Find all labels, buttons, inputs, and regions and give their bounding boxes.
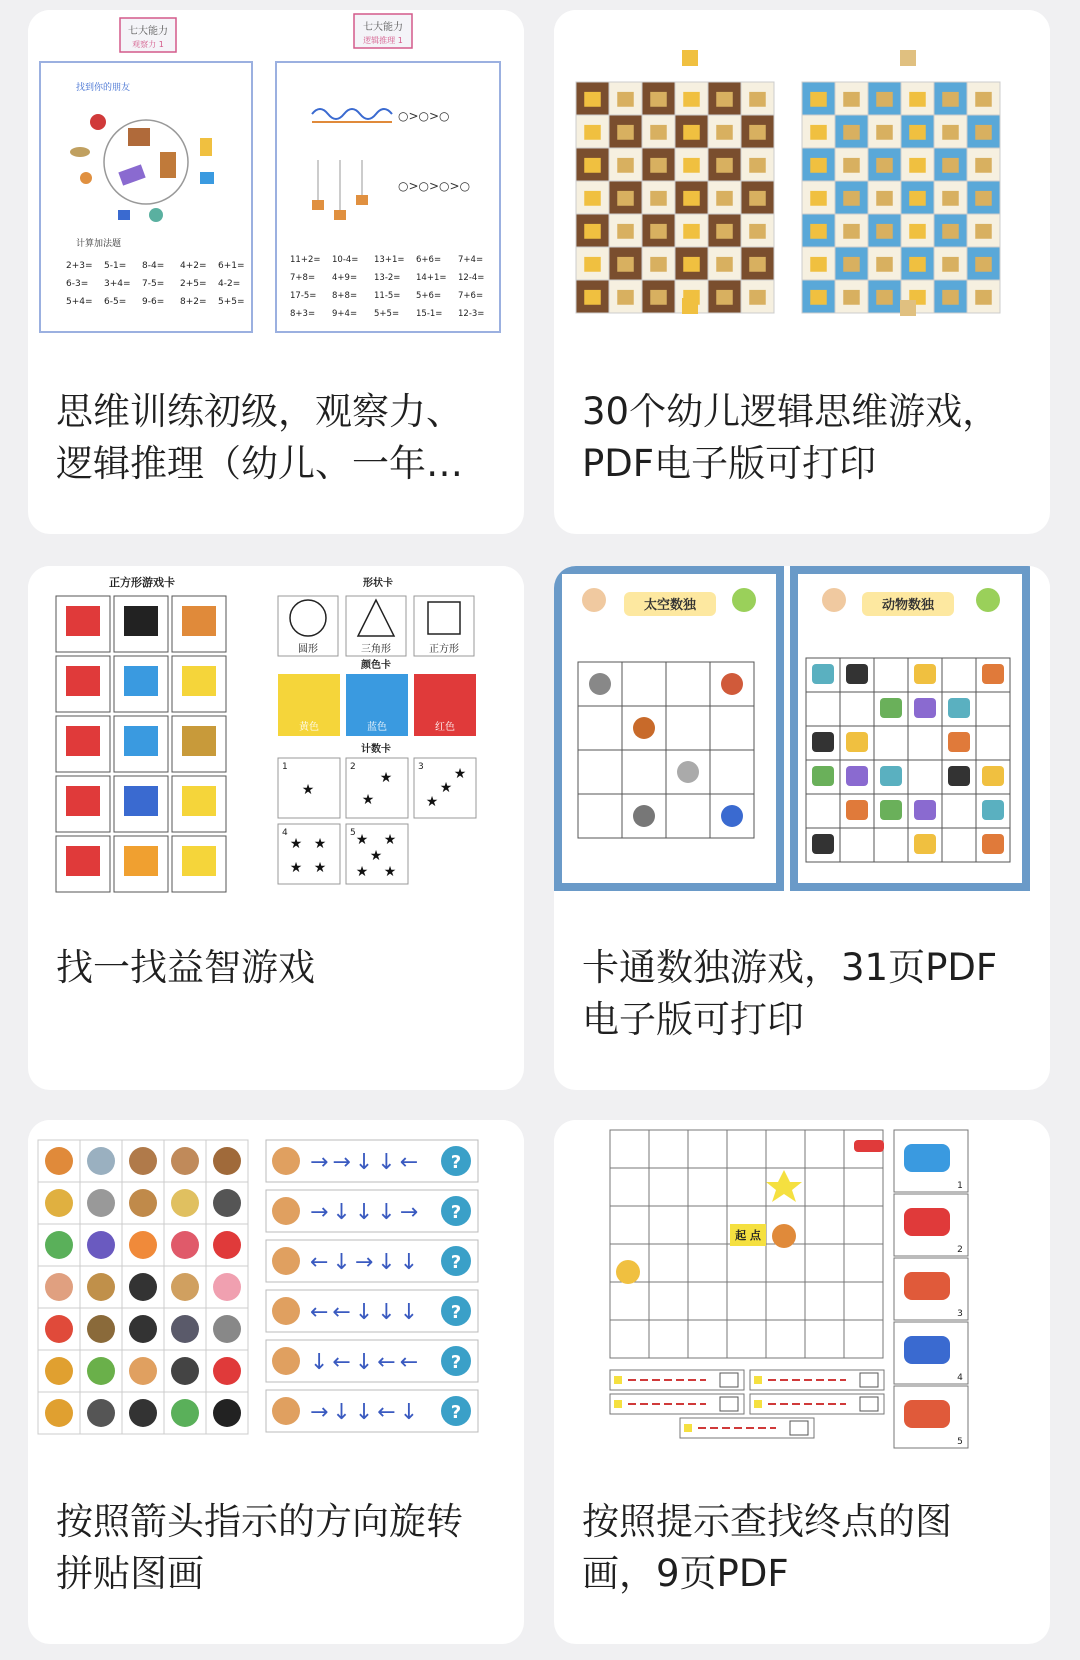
crown-icon [749, 257, 766, 272]
hint-marker [754, 1376, 762, 1384]
crown-icon [975, 290, 992, 305]
arrow-sequence: →↓↓←↓ [310, 1400, 423, 1425]
math-problem: 7+6= [458, 291, 484, 301]
crown-icon [942, 257, 959, 272]
crown-icon [975, 125, 992, 140]
shape-label: 三角形 [361, 644, 391, 655]
star-icon: ★ [289, 860, 303, 876]
card-title: 思维训练初级，观察力、逻辑推理（幼儿、一年… [56, 390, 463, 485]
crown-icon [716, 191, 733, 206]
right-sheet-sub: 逻辑推理 1 [363, 36, 403, 45]
vehicle-icon [904, 1336, 950, 1364]
question-mark: ? [450, 1252, 462, 1273]
star-icon: ★ [355, 864, 369, 880]
crown-icon [975, 191, 992, 206]
animal-icon [982, 766, 1004, 786]
star-icon: ★ [289, 836, 303, 852]
space-icon [721, 805, 743, 827]
math-problem: 7+4= [458, 255, 484, 265]
crown-icon [617, 92, 634, 107]
shape-card-header: 形状卡 [363, 578, 393, 589]
math-problem: 7+8= [290, 273, 316, 283]
crown-icon [909, 191, 926, 206]
math-problem: 3+4= [104, 279, 131, 289]
crown-icon [810, 257, 827, 272]
card-thumbnail [554, 1120, 1050, 1460]
arrow-sequence: ←↓→↓↓ [310, 1250, 423, 1275]
right-sheet-header: 七大能力 [363, 22, 403, 33]
crown-icon [650, 224, 667, 239]
math-problem: 11+2= [290, 255, 321, 265]
side-number: 4 [957, 1373, 963, 1383]
crown-icon [749, 191, 766, 206]
animal-icon [171, 1273, 199, 1301]
section-label: 计算加法题 [76, 239, 122, 249]
side-number: 1 [957, 1181, 963, 1191]
math-problem: 14+1= [416, 273, 447, 283]
star-icon: ★ [383, 864, 397, 880]
crown-icon [584, 92, 601, 107]
crown-icon [843, 224, 860, 239]
crown-icon [584, 257, 601, 272]
crown-icon [810, 191, 827, 206]
crown-icon [876, 125, 893, 140]
animal-icon [87, 1273, 115, 1301]
space-sudoku-header: 太空数独 [643, 598, 697, 613]
animal-icon [171, 1147, 199, 1175]
crown-icon [909, 158, 926, 173]
card-icon [66, 726, 100, 756]
crown-icon [876, 158, 893, 173]
math-problem: 15-1= [416, 309, 443, 319]
animal-icon [45, 1273, 73, 1301]
card-logic-games[interactable] [554, 10, 1050, 534]
card-icon [124, 726, 158, 756]
animal-icon [45, 1357, 73, 1385]
card-title: 按照箭头指示的方向旋转拼贴图画 [56, 1500, 463, 1595]
crown-icon [810, 158, 827, 173]
crown-icon [975, 92, 992, 107]
math-problem: 5+5= [218, 297, 245, 307]
animal-icon [45, 1315, 73, 1343]
crown-icon [683, 92, 700, 107]
space-icon [721, 673, 743, 695]
answer-box [720, 1373, 738, 1387]
space-icon [677, 761, 699, 783]
crown-icon [942, 92, 959, 107]
compare-row: ○>○>○ [398, 109, 450, 123]
card-icon [66, 666, 100, 696]
card-title: 卡通数独游戏，31页PDF电子版可打印 [582, 946, 998, 1041]
animal-icon [171, 1399, 199, 1427]
color-label: 蓝色 [367, 722, 387, 733]
animal-icon [914, 664, 936, 684]
arrow-sequence: →↓↓↓→ [310, 1200, 423, 1225]
card-icon [182, 786, 216, 816]
card-thumbnail [28, 566, 524, 906]
animal-icon [914, 698, 936, 718]
animal-icon [812, 834, 834, 854]
crown-icon [650, 191, 667, 206]
animal-icon [812, 732, 834, 752]
animal-icon [129, 1315, 157, 1343]
star-icon: ★ [355, 832, 369, 848]
crown-icon [975, 224, 992, 239]
animal-icon [812, 766, 834, 786]
animal-icon [914, 834, 936, 854]
vehicle-icon [904, 1400, 950, 1428]
math-problem: 5+5= [374, 309, 400, 319]
hint-marker [614, 1376, 622, 1384]
card-icon [66, 846, 100, 876]
answer-box [790, 1421, 808, 1435]
crown-icon [975, 158, 992, 173]
animal-icon [272, 1247, 300, 1275]
arrow-sequence: →→↓↓← [310, 1150, 423, 1175]
answer-box [860, 1397, 878, 1411]
animal-icon [171, 1315, 199, 1343]
count-number: 4 [282, 828, 288, 838]
crown-icon [843, 290, 860, 305]
start-label: 起 点 [735, 1229, 761, 1242]
crown-icon [843, 92, 860, 107]
hint-marker [754, 1400, 762, 1408]
animal-icon [880, 800, 902, 820]
crown-icon [843, 257, 860, 272]
math-problem: 9+4= [332, 309, 358, 319]
animal-icon [129, 1399, 157, 1427]
card-thumbnail [554, 10, 1050, 350]
math-problem: 6-5= [104, 297, 127, 307]
count-card-header: 计数卡 [361, 744, 391, 755]
side-number: 5 [957, 1437, 963, 1447]
star-icon: ★ [301, 782, 315, 798]
animal-icon [880, 766, 902, 786]
count-number: 5 [350, 828, 356, 838]
crown-icon [617, 257, 634, 272]
section-label: 找到你的朋友 [76, 83, 131, 93]
card-icon [124, 846, 158, 876]
animal-icon [45, 1147, 73, 1175]
animal-icon [129, 1189, 157, 1217]
crown-icon [942, 158, 959, 173]
animal-icon [45, 1399, 73, 1427]
crown-icon [716, 158, 733, 173]
animal-icon [272, 1147, 300, 1175]
star-icon: ★ [313, 860, 327, 876]
crown-icon [617, 125, 634, 140]
card-find-puzzle[interactable] [28, 566, 524, 1090]
crown-icon [617, 224, 634, 239]
card-thumbnail [28, 1120, 524, 1460]
card-title: 按照提示查找终点的图画，9页PDF [582, 1500, 952, 1595]
animal-icon [129, 1147, 157, 1175]
question-mark: ? [450, 1402, 462, 1423]
crown-icon [716, 125, 733, 140]
animal-icon [213, 1315, 241, 1343]
star-icon: ★ [383, 832, 397, 848]
card-find-endpoint[interactable] [554, 1120, 1050, 1644]
animal-icon [948, 766, 970, 786]
question-mark: ? [450, 1352, 462, 1373]
crown-icon [617, 191, 634, 206]
hint-marker [684, 1424, 692, 1432]
card-icon [182, 606, 216, 636]
crown-icon [716, 92, 733, 107]
animal-icon [982, 834, 1004, 854]
animal-icon [914, 800, 936, 820]
crown-icon [876, 257, 893, 272]
animal-icon [213, 1273, 241, 1301]
math-problem: 12-3= [458, 309, 485, 319]
animal-icon [213, 1189, 241, 1217]
math-problem: 8+8= [332, 291, 358, 301]
animal-icon [129, 1357, 157, 1385]
star-icon: ★ [453, 766, 467, 782]
card-icon [182, 666, 216, 696]
crown-icon [584, 125, 601, 140]
math-problem: 4+2= [180, 261, 207, 271]
math-problem: 8+2= [180, 297, 207, 307]
crown-icon [749, 158, 766, 173]
crown-icon [683, 224, 700, 239]
left-sheet-sub: 观察力 1 [132, 40, 164, 49]
crown-icon [584, 158, 601, 173]
crown-icon [810, 125, 827, 140]
crown-icon [617, 158, 634, 173]
vehicle-icon [904, 1208, 950, 1236]
crown-icon [749, 92, 766, 107]
crown-icon [716, 290, 733, 305]
vehicle-icon [904, 1272, 950, 1300]
card-thinking-training[interactable] [28, 10, 524, 534]
card-icon [182, 726, 216, 756]
compare-row: ○>○>○>○ [398, 179, 471, 193]
crown-icon [584, 290, 601, 305]
star-icon: ★ [425, 794, 439, 810]
star-icon: ★ [313, 836, 327, 852]
crown-icon [683, 257, 700, 272]
crown-icon [716, 224, 733, 239]
animal-icon [213, 1147, 241, 1175]
crown-icon [942, 290, 959, 305]
animal-icon [171, 1357, 199, 1385]
math-problem: 5+6= [416, 291, 442, 301]
animal-icon [87, 1399, 115, 1427]
animal-icon [846, 800, 868, 820]
crown-icon [749, 125, 766, 140]
color-label: 红色 [435, 722, 455, 733]
animal-icon [982, 800, 1004, 820]
side-number: 2 [957, 1245, 963, 1255]
animal-icon [87, 1357, 115, 1385]
math-problem: 4+9= [332, 273, 358, 283]
animal-icon [272, 1397, 300, 1425]
space-icon [589, 673, 611, 695]
math-problem: 6+1= [218, 261, 245, 271]
animal-icon [846, 664, 868, 684]
card-arrow-rotation[interactable] [28, 1120, 524, 1644]
crown-icon [810, 92, 827, 107]
math-problem: 9-6= [142, 297, 165, 307]
crown-icon [683, 191, 700, 206]
animal-icon [129, 1273, 157, 1301]
math-problem: 13-2= [374, 273, 401, 283]
card-icon [182, 846, 216, 876]
animal-icon [213, 1357, 241, 1385]
math-problem: 2+5= [180, 279, 207, 289]
math-problem: 17-5= [290, 291, 317, 301]
crown-icon [942, 224, 959, 239]
card-title: 找一找益智游戏 [56, 946, 315, 989]
star-icon: ★ [439, 780, 453, 796]
crown-icon [909, 125, 926, 140]
animal-icon [45, 1189, 73, 1217]
math-problem: 5+4= [66, 297, 93, 307]
crown-icon [876, 224, 893, 239]
square-card-header: 正方形游戏卡 [109, 576, 175, 589]
card-icon [66, 606, 100, 636]
card-title: 30个幼儿逻辑思维游戏，PDF电子版可打印 [582, 390, 1000, 485]
math-problem: 5-1= [104, 261, 127, 271]
crown-icon [909, 257, 926, 272]
crown-icon [650, 92, 667, 107]
animal-icon [272, 1297, 300, 1325]
question-mark: ? [450, 1202, 462, 1223]
crown-icon [876, 290, 893, 305]
animal-icon [846, 732, 868, 752]
animal-icon [171, 1189, 199, 1217]
animal-icon [129, 1231, 157, 1259]
count-number: 1 [282, 762, 288, 772]
answer-box [720, 1397, 738, 1411]
crown-icon [909, 224, 926, 239]
math-problem: 10-4= [332, 255, 359, 265]
animal-sudoku-header: 动物数独 [881, 598, 935, 613]
card-icon [124, 786, 158, 816]
space-icon [633, 805, 655, 827]
color-card-header: 颜色卡 [361, 660, 391, 671]
crown-icon [810, 224, 827, 239]
animal-icon [45, 1231, 73, 1259]
animal-icon [982, 664, 1004, 684]
animal-icon [87, 1315, 115, 1343]
animal-icon [87, 1147, 115, 1175]
count-number: 3 [418, 762, 424, 772]
animal-icon [812, 664, 834, 684]
math-problem: 12-4= [458, 273, 485, 283]
color-label: 黄色 [299, 722, 319, 733]
animal-icon [948, 698, 970, 718]
math-problem: 7-5= [142, 279, 165, 289]
math-problem: 6+6= [416, 255, 442, 265]
card-icon [124, 666, 158, 696]
animal-icon [213, 1399, 241, 1427]
animal-icon [87, 1189, 115, 1217]
left-sheet-header: 七大能力 [128, 26, 168, 37]
math-problem: 4-2= [218, 279, 241, 289]
crown-icon [942, 125, 959, 140]
animal-icon [171, 1231, 199, 1259]
crown-icon [749, 290, 766, 305]
crown-icon [617, 290, 634, 305]
card-icon [66, 786, 100, 816]
animal-icon [213, 1231, 241, 1259]
arrow-sequence: ↓←↓←← [310, 1350, 423, 1375]
star-icon: ★ [361, 792, 375, 808]
card-thumbnail [554, 566, 1050, 906]
math-problem: 8+3= [290, 309, 316, 319]
animal-icon [880, 698, 902, 718]
math-problem: 13+1= [374, 255, 405, 265]
shape-label: 圆形 [298, 644, 318, 655]
math-problem: 6-3= [66, 279, 89, 289]
crown-icon [876, 92, 893, 107]
math-problem: 8-4= [142, 261, 165, 271]
animal-icon [272, 1197, 300, 1225]
crown-icon [942, 191, 959, 206]
crown-icon [650, 158, 667, 173]
space-icon [633, 717, 655, 739]
animal-icon [846, 766, 868, 786]
crown-icon [716, 257, 733, 272]
count-number: 2 [350, 762, 356, 772]
crown-icon [876, 191, 893, 206]
shape-label: 正方形 [429, 644, 459, 655]
card-cartoon-sudoku[interactable] [554, 566, 1050, 1090]
math-problem: 11-5= [374, 291, 401, 301]
arrow-sequence: ←←↓↓↓ [310, 1300, 423, 1325]
star-icon: ★ [369, 848, 383, 864]
side-number: 3 [957, 1309, 963, 1319]
crown-icon [810, 290, 827, 305]
crown-icon [843, 158, 860, 173]
crown-icon [650, 257, 667, 272]
crown-icon [650, 125, 667, 140]
animal-icon [87, 1231, 115, 1259]
hint-marker [614, 1400, 622, 1408]
crown-icon [975, 257, 992, 272]
star-icon: ★ [379, 770, 393, 786]
crown-icon [843, 191, 860, 206]
question-mark: ? [450, 1152, 462, 1173]
card-icon [124, 606, 158, 636]
crown-icon [650, 290, 667, 305]
animal-icon [272, 1347, 300, 1375]
question-mark: ? [450, 1302, 462, 1323]
answer-box [860, 1373, 878, 1387]
animal-icon [948, 732, 970, 752]
card-thumbnail [28, 10, 524, 350]
vehicle-icon [904, 1144, 950, 1172]
crown-icon [584, 191, 601, 206]
crown-icon [683, 158, 700, 173]
math-problem: 2+3= [66, 261, 93, 271]
crown-icon [909, 92, 926, 107]
crown-icon [843, 125, 860, 140]
crown-icon [749, 224, 766, 239]
crown-icon [683, 125, 700, 140]
crown-icon [584, 224, 601, 239]
